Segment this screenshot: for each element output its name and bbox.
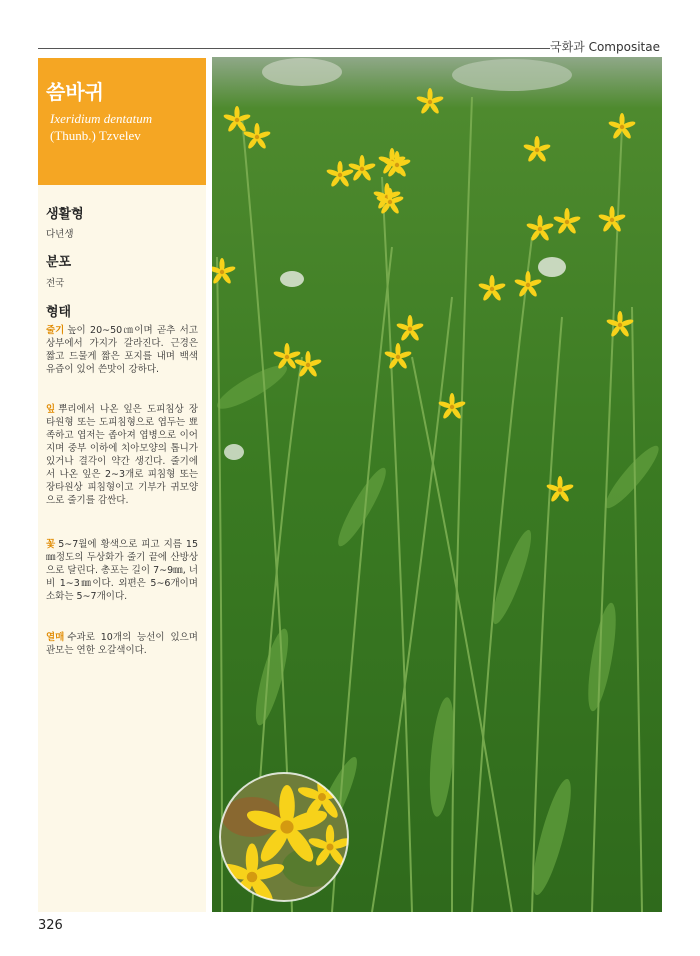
description-sidebar bbox=[38, 58, 206, 912]
flower-description bbox=[46, 538, 198, 603]
leaf-term: 잎 bbox=[46, 404, 56, 415]
scientific-name bbox=[50, 110, 152, 144]
leaf-text: 뿌리에서 나온 잎은 도피침상 장타원형 또는 도피침형으로 엽두는 뾰족하고 엽저는 좁아져 엽병으로 이어지며 중부 이하에 치아모양의 톱니가 있거나 결각이 약간 생긴다. 줄기에서 나온 잎은 2∼3개로 피침형 또는 장타원상 피침형이고 기부가 귀모양으로 줄기를 감싼다. bbox=[46, 404, 198, 506]
family-header: 국화과 Compositae bbox=[550, 40, 660, 54]
page-number: 326 bbox=[38, 918, 63, 933]
header-rule bbox=[38, 48, 550, 49]
flower-text: 5∼7월에 황색으로 피고 지름 15㎜정도의 두상화가 줄기 끝에 산방상으로 달린다. 총포는 길이 7∼9㎜, 너비 1∼3㎜이다. 외편은 5∼6개이며 소화는 5∼7개이다. bbox=[46, 539, 198, 602]
leaf-description bbox=[46, 403, 198, 507]
distribution-heading: 분포 bbox=[46, 255, 72, 270]
stem-text: 높이 20∼50㎝이며 곧추 서고 상부에서 가지가 갈라진다. 근경은 짧고 드물게 짧은 포지를 내며 백색 유즙이 있어 쓴맛이 강하다. bbox=[46, 325, 198, 375]
stem-term: 줄기 bbox=[46, 325, 65, 336]
fruit-term: 열매 bbox=[46, 632, 65, 643]
scientific-author: (Thunb.) Tzvelev bbox=[50, 128, 141, 143]
scientific-genus: Ixeridium dentatum bbox=[50, 111, 153, 126]
plant-photo-illustration bbox=[212, 57, 662, 912]
lifeform-heading: 생활형 bbox=[46, 207, 84, 222]
flower-term: 꽃 bbox=[46, 539, 56, 550]
fruit-text: 수과로 10개의 능선이 있으며 관모는 연한 오갈색이다. bbox=[46, 632, 198, 656]
lifeform-value: 다년생 bbox=[46, 229, 74, 240]
title-box bbox=[38, 58, 206, 185]
distribution-value: 전국 bbox=[46, 278, 65, 289]
fruit-description bbox=[46, 631, 198, 657]
korean-name: 씀바귀 bbox=[46, 80, 104, 104]
plant-photo bbox=[212, 57, 662, 912]
stem-description bbox=[46, 324, 198, 376]
morphology-heading: 형태 bbox=[46, 305, 72, 320]
